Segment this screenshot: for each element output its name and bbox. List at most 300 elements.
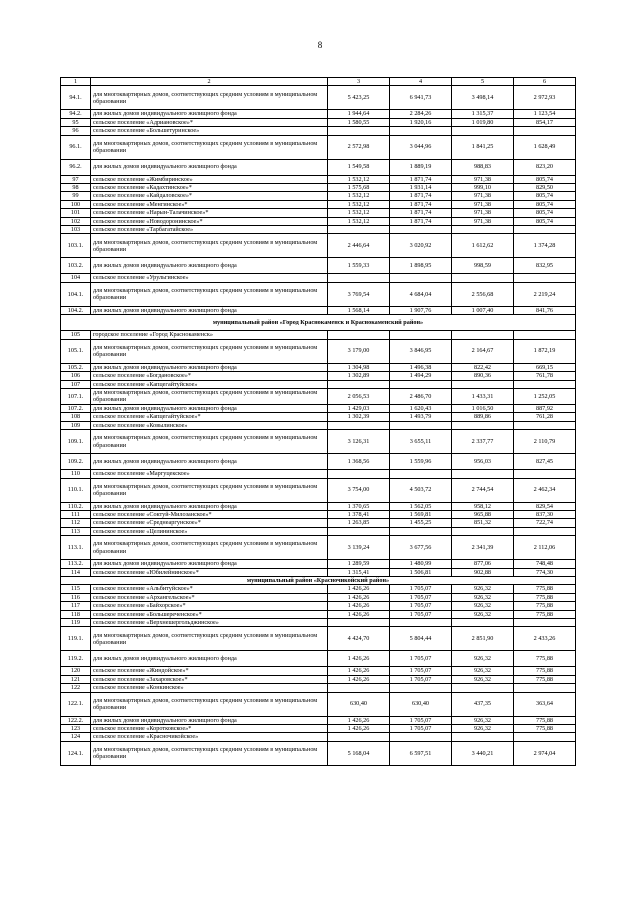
row-number: 117 bbox=[61, 602, 91, 610]
table-body bbox=[61, 78, 576, 766]
table-row bbox=[61, 716, 576, 724]
value-cell: 1 871,74 bbox=[390, 217, 452, 225]
value-cell: 669,15 bbox=[514, 363, 576, 371]
value-cell: 1 123,54 bbox=[514, 110, 576, 118]
row-description: для жилых домов индивидуального жилищного фонда bbox=[91, 716, 328, 724]
value-cell bbox=[452, 684, 514, 692]
row-description: сельское поселение «Жиндойское»* bbox=[91, 667, 328, 675]
row-description: сельское поселение «Юбилейнинское»* bbox=[91, 568, 328, 576]
value-cell: 829,50 bbox=[514, 184, 576, 192]
row-description: для многоквартирных домов, соответствующих средним условиям в муниципальном образовании bbox=[91, 430, 328, 454]
table-row bbox=[61, 470, 576, 478]
row-number: 110 bbox=[61, 470, 91, 478]
value-cell bbox=[328, 226, 390, 234]
value-cell: 1 302,39 bbox=[328, 413, 390, 421]
value-cell: 5 423,25 bbox=[328, 86, 390, 110]
value-cell: 805,74 bbox=[514, 200, 576, 208]
value-cell bbox=[328, 470, 390, 478]
row-description: для многоквартирных домов, соответствующих средним условиям в муниципальном образовании bbox=[91, 536, 328, 560]
value-cell: 5 168,04 bbox=[328, 741, 390, 765]
value-cell: 2 056,53 bbox=[328, 388, 390, 404]
value-cell: 971,38 bbox=[452, 217, 514, 225]
row-number: 121 bbox=[61, 675, 91, 683]
value-cell bbox=[514, 527, 576, 535]
value-cell: 1 705,07 bbox=[390, 716, 452, 724]
value-cell: 837,30 bbox=[514, 510, 576, 518]
value-cell: 1 532,12 bbox=[328, 192, 390, 200]
value-cell bbox=[390, 527, 452, 535]
value-cell: 6 941,73 bbox=[390, 86, 452, 110]
row-number: 96 bbox=[61, 127, 91, 135]
row-description: для многоквартирных домов, соответствующих средним условиям в муниципальном образовании bbox=[91, 692, 328, 716]
header-cell-2: 2 bbox=[91, 78, 328, 86]
value-cell: 748,48 bbox=[514, 560, 576, 568]
row-description: сельское поселение «Богдановское»* bbox=[91, 372, 328, 380]
value-cell bbox=[452, 619, 514, 627]
value-cell: 854,17 bbox=[514, 118, 576, 126]
value-cell: 1 944,64 bbox=[328, 110, 390, 118]
value-cell: 926,32 bbox=[452, 675, 514, 683]
value-cell: 2 164,67 bbox=[452, 339, 514, 363]
value-cell bbox=[452, 226, 514, 234]
table-row bbox=[61, 86, 576, 110]
value-cell bbox=[452, 331, 514, 339]
row-number: 98 bbox=[61, 184, 91, 192]
value-cell: 1 426,26 bbox=[328, 651, 390, 667]
row-number: 106 bbox=[61, 372, 91, 380]
table-row bbox=[61, 331, 576, 339]
value-cell: 1 263,85 bbox=[328, 519, 390, 527]
value-cell: 1 889,19 bbox=[390, 159, 452, 175]
table-row bbox=[61, 258, 576, 274]
row-description: сельское поселение «Захаровское»* bbox=[91, 675, 328, 683]
value-cell bbox=[514, 470, 576, 478]
value-cell: 2 446,64 bbox=[328, 234, 390, 258]
row-description: сельское поселение «Маргуцекское» bbox=[91, 470, 328, 478]
value-cell: 775,88 bbox=[514, 610, 576, 618]
value-cell: 1 612,62 bbox=[452, 234, 514, 258]
value-cell: 1 426,26 bbox=[328, 602, 390, 610]
value-cell bbox=[328, 684, 390, 692]
row-number: 124 bbox=[61, 733, 91, 741]
table-row bbox=[61, 602, 576, 610]
value-cell: 3 020,92 bbox=[390, 234, 452, 258]
row-number: 99 bbox=[61, 192, 91, 200]
value-cell: 1 871,74 bbox=[390, 175, 452, 183]
value-cell: 805,74 bbox=[514, 192, 576, 200]
value-cell bbox=[328, 274, 390, 282]
value-cell: 2 219,24 bbox=[514, 282, 576, 306]
table-row bbox=[61, 380, 576, 388]
table-row bbox=[61, 502, 576, 510]
row-number: 124.1. bbox=[61, 741, 91, 765]
row-number: 104.1. bbox=[61, 282, 91, 306]
table-row bbox=[61, 593, 576, 601]
row-description: для многоквартирных домов, соответствующих средним условиям в муниципальном образовании bbox=[91, 339, 328, 363]
value-cell: 3 044,96 bbox=[390, 135, 452, 159]
value-cell bbox=[452, 127, 514, 135]
row-number: 122.1. bbox=[61, 692, 91, 716]
table-row bbox=[61, 413, 576, 421]
value-cell: 971,38 bbox=[452, 175, 514, 183]
table-row bbox=[61, 306, 576, 314]
row-description: сельское поселение «Соктуй-Милозанское»* bbox=[91, 510, 328, 518]
table-row bbox=[61, 527, 576, 535]
value-cell: 2 112,06 bbox=[514, 536, 576, 560]
table-row bbox=[61, 510, 576, 518]
value-cell: 1 289,59 bbox=[328, 560, 390, 568]
value-cell bbox=[328, 421, 390, 429]
value-cell: 1 378,41 bbox=[328, 510, 390, 518]
value-cell bbox=[514, 619, 576, 627]
value-cell: 3 769,54 bbox=[328, 282, 390, 306]
value-cell: 1 705,07 bbox=[390, 651, 452, 667]
row-description: сельское поселение «Новодоронинское»* bbox=[91, 217, 328, 225]
value-cell: 805,74 bbox=[514, 209, 576, 217]
value-cell: 775,88 bbox=[514, 725, 576, 733]
value-cell bbox=[514, 380, 576, 388]
page-number: 8 bbox=[317, 40, 323, 50]
table-row bbox=[61, 282, 576, 306]
value-cell: 1 628,49 bbox=[514, 135, 576, 159]
value-cell: 1 426,26 bbox=[328, 610, 390, 618]
value-cell bbox=[328, 380, 390, 388]
table-row bbox=[61, 610, 576, 618]
table-row bbox=[61, 363, 576, 371]
row-description: для многоквартирных домов, соответствующих средним условиям в муниципальном образовании bbox=[91, 282, 328, 306]
row-number: 119 bbox=[61, 619, 91, 627]
value-cell bbox=[390, 331, 452, 339]
value-cell: 2 744,54 bbox=[452, 478, 514, 502]
row-number: 104 bbox=[61, 274, 91, 282]
table-row bbox=[61, 692, 576, 716]
value-cell: 2 972,93 bbox=[514, 86, 576, 110]
row-description: сельское поселение «Кайдаловское»* bbox=[91, 192, 328, 200]
value-cell: 775,88 bbox=[514, 585, 576, 593]
value-cell bbox=[514, 733, 576, 741]
value-cell: 4 424,70 bbox=[328, 627, 390, 651]
row-number: 105.2. bbox=[61, 363, 91, 371]
value-cell: 1 575,68 bbox=[328, 184, 390, 192]
value-cell bbox=[390, 380, 452, 388]
table-row bbox=[61, 110, 576, 118]
value-cell: 1 496,38 bbox=[390, 363, 452, 371]
value-cell: 1 494,29 bbox=[390, 372, 452, 380]
value-cell: 829,54 bbox=[514, 502, 576, 510]
value-cell: 805,74 bbox=[514, 217, 576, 225]
value-cell: 926,32 bbox=[452, 610, 514, 618]
value-cell: 1 705,07 bbox=[390, 585, 452, 593]
value-cell: 3 139,24 bbox=[328, 536, 390, 560]
value-cell: 1 705,07 bbox=[390, 667, 452, 675]
value-cell bbox=[452, 274, 514, 282]
row-number: 100 bbox=[61, 200, 91, 208]
table-row bbox=[61, 200, 576, 208]
value-cell: 965,88 bbox=[452, 510, 514, 518]
row-number: 102 bbox=[61, 217, 91, 225]
value-cell: 3 655,11 bbox=[390, 430, 452, 454]
row-description: сельское поселение «Кадахтинское»* bbox=[91, 184, 328, 192]
value-cell: 1 549,58 bbox=[328, 159, 390, 175]
value-cell: 1 580,55 bbox=[328, 118, 390, 126]
row-description: сельское поселение «Менгинское»* bbox=[91, 200, 328, 208]
value-cell: 6 597,51 bbox=[390, 741, 452, 765]
row-description: сельское поселение «Капцегайтуйское» bbox=[91, 380, 328, 388]
table-row bbox=[61, 454, 576, 470]
value-cell: 926,32 bbox=[452, 651, 514, 667]
section-row bbox=[61, 315, 576, 331]
value-cell bbox=[452, 527, 514, 535]
value-cell bbox=[514, 226, 576, 234]
value-cell: 1 304,98 bbox=[328, 363, 390, 371]
value-cell bbox=[390, 619, 452, 627]
value-cell: 805,74 bbox=[514, 175, 576, 183]
row-description: сельское поселение «Ковылинское» bbox=[91, 421, 328, 429]
value-cell bbox=[328, 331, 390, 339]
table-row bbox=[61, 175, 576, 183]
row-number: 96.2. bbox=[61, 159, 91, 175]
value-cell: 3 498,14 bbox=[452, 86, 514, 110]
row-description: сельское поселение «Целининское» bbox=[91, 527, 328, 535]
row-number: 113.1. bbox=[61, 536, 91, 560]
value-cell: 1 620,43 bbox=[390, 404, 452, 412]
value-cell bbox=[390, 127, 452, 135]
table-row bbox=[61, 217, 576, 225]
value-cell bbox=[328, 619, 390, 627]
value-cell bbox=[390, 421, 452, 429]
value-cell: 926,32 bbox=[452, 725, 514, 733]
value-cell: 890,36 bbox=[452, 372, 514, 380]
row-number: 101 bbox=[61, 209, 91, 217]
row-description: сельское поселение «Капцегайтуйское»* bbox=[91, 413, 328, 421]
table-row bbox=[61, 127, 576, 135]
value-cell: 774,30 bbox=[514, 568, 576, 576]
row-number: 114 bbox=[61, 568, 91, 576]
table-row bbox=[61, 568, 576, 576]
value-cell: 841,76 bbox=[514, 306, 576, 314]
value-cell: 1 931,14 bbox=[390, 184, 452, 192]
value-cell: 1 871,74 bbox=[390, 209, 452, 217]
row-number: 120 bbox=[61, 667, 91, 675]
value-cell: 1 532,12 bbox=[328, 200, 390, 208]
value-cell bbox=[514, 331, 576, 339]
value-cell: 1 429,03 bbox=[328, 404, 390, 412]
value-cell: 1 532,12 bbox=[328, 209, 390, 217]
value-cell: 1 368,56 bbox=[328, 454, 390, 470]
row-number: 109.1. bbox=[61, 430, 91, 454]
row-description: для жилых домов индивидуального жилищного фонда bbox=[91, 560, 328, 568]
value-cell: 1 252,05 bbox=[514, 388, 576, 404]
table-row bbox=[61, 619, 576, 627]
value-cell bbox=[390, 226, 452, 234]
value-cell: 902,88 bbox=[452, 568, 514, 576]
value-cell bbox=[514, 274, 576, 282]
row-description: сельское поселение «Байхорское»* bbox=[91, 602, 328, 610]
table-row bbox=[61, 372, 576, 380]
row-description: для многоквартирных домов, соответствующих средним условиям в муниципальном образовании bbox=[91, 135, 328, 159]
value-cell: 1 374,28 bbox=[514, 234, 576, 258]
value-cell: 1 705,07 bbox=[390, 675, 452, 683]
value-cell: 3 677,56 bbox=[390, 536, 452, 560]
value-cell: 775,88 bbox=[514, 602, 576, 610]
row-description: сельское поселение «Нарын-Талачинское»* bbox=[91, 209, 328, 217]
row-description: для многоквартирных домов, соответствующих средним условиям в муниципальном образовании bbox=[91, 741, 328, 765]
row-description: городское поселение «Город Краснокаменск» bbox=[91, 331, 328, 339]
value-cell: 926,32 bbox=[452, 716, 514, 724]
row-number: 110.2. bbox=[61, 502, 91, 510]
row-number: 110.1. bbox=[61, 478, 91, 502]
table-row bbox=[61, 478, 576, 502]
value-cell: 1 841,25 bbox=[452, 135, 514, 159]
table-row bbox=[61, 184, 576, 192]
value-cell: 2 337,77 bbox=[452, 430, 514, 454]
value-cell: 761,78 bbox=[514, 372, 576, 380]
row-number: 112 bbox=[61, 519, 91, 527]
value-cell: 1 569,81 bbox=[390, 510, 452, 518]
table-row bbox=[61, 226, 576, 234]
value-cell: 3 754,00 bbox=[328, 478, 390, 502]
value-cell: 2 462,34 bbox=[514, 478, 576, 502]
row-number: 96.1. bbox=[61, 135, 91, 159]
table-row bbox=[61, 560, 576, 568]
value-cell: 827,45 bbox=[514, 454, 576, 470]
value-cell: 775,88 bbox=[514, 716, 576, 724]
table-row bbox=[61, 675, 576, 683]
value-cell bbox=[328, 127, 390, 135]
row-description: сельское поселение «Тарбагатайское» bbox=[91, 226, 328, 234]
header-row bbox=[61, 78, 576, 86]
row-number: 119.1. bbox=[61, 627, 91, 651]
table-row bbox=[61, 684, 576, 692]
row-description: сельское поселение «Адриановское»* bbox=[91, 118, 328, 126]
row-description: сельское поселение «Верхнешергольджинское» bbox=[91, 619, 328, 627]
row-number: 122 bbox=[61, 684, 91, 692]
value-cell: 775,88 bbox=[514, 675, 576, 683]
value-cell: 958,12 bbox=[452, 502, 514, 510]
value-cell: 2 110,79 bbox=[514, 430, 576, 454]
row-number: 107.1. bbox=[61, 388, 91, 404]
row-number: 95 bbox=[61, 118, 91, 126]
table-row bbox=[61, 388, 576, 404]
header-cell-5: 5 bbox=[452, 78, 514, 86]
value-cell: 1 016,50 bbox=[452, 404, 514, 412]
row-description: для жилых домов индивидуального жилищного фонда bbox=[91, 306, 328, 314]
value-cell: 1 426,26 bbox=[328, 716, 390, 724]
value-cell: 1 907,76 bbox=[390, 306, 452, 314]
value-cell: 971,38 bbox=[452, 209, 514, 217]
section-row bbox=[61, 576, 576, 584]
row-number: 107 bbox=[61, 380, 91, 388]
row-number: 103.2. bbox=[61, 258, 91, 274]
row-description: для жилых домов индивидуального жилищного фонда bbox=[91, 454, 328, 470]
row-number: 122.2. bbox=[61, 716, 91, 724]
value-cell: 775,88 bbox=[514, 651, 576, 667]
row-description: для жилых домов индивидуального жилищного фонда bbox=[91, 159, 328, 175]
value-cell: 832,95 bbox=[514, 258, 576, 274]
value-cell: 1 532,12 bbox=[328, 217, 390, 225]
row-description: сельское поселение «Среднеаргунское»* bbox=[91, 519, 328, 527]
row-number: 118 bbox=[61, 610, 91, 618]
row-number: 115 bbox=[61, 585, 91, 593]
row-description: сельское поселение «Большереченское»* bbox=[91, 610, 328, 618]
row-number: 113 bbox=[61, 527, 91, 535]
row-number: 123 bbox=[61, 725, 91, 733]
value-cell: 761,28 bbox=[514, 413, 576, 421]
row-description: для многоквартирных домов, соответствующих средним условиям в муниципальном образовании bbox=[91, 627, 328, 651]
value-cell: 889,86 bbox=[452, 413, 514, 421]
row-description: сельское поселение «Урульгинское» bbox=[91, 274, 328, 282]
value-cell: 3 440,21 bbox=[452, 741, 514, 765]
value-cell bbox=[390, 733, 452, 741]
value-cell bbox=[514, 421, 576, 429]
table-row bbox=[61, 404, 576, 412]
value-cell bbox=[328, 733, 390, 741]
value-cell: 1 898,95 bbox=[390, 258, 452, 274]
row-description: для жилых домов индивидуального жилищного фонда bbox=[91, 651, 328, 667]
value-cell: 1 315,37 bbox=[452, 110, 514, 118]
row-description: для жилых домов индивидуального жилищного фонда bbox=[91, 502, 328, 510]
section-title: муниципальный район «Город Краснокаменск и Краснокаменский район» bbox=[61, 315, 576, 331]
table-row bbox=[61, 339, 576, 363]
value-cell: 1 506,81 bbox=[390, 568, 452, 576]
row-number: 105.1. bbox=[61, 339, 91, 363]
table-row bbox=[61, 725, 576, 733]
value-cell: 1 426,26 bbox=[328, 593, 390, 601]
row-number: 116 bbox=[61, 593, 91, 601]
value-cell: 1 920,16 bbox=[390, 118, 452, 126]
row-number: 105 bbox=[61, 331, 91, 339]
value-cell: 926,32 bbox=[452, 602, 514, 610]
row-description: для жилых домов индивидуального жилищного фонда bbox=[91, 363, 328, 371]
value-cell: 1 871,74 bbox=[390, 200, 452, 208]
value-cell: 775,88 bbox=[514, 593, 576, 601]
value-cell: 887,92 bbox=[514, 404, 576, 412]
header-cell-1: 1 bbox=[61, 78, 91, 86]
table-row bbox=[61, 651, 576, 667]
value-cell: 2 556,68 bbox=[452, 282, 514, 306]
value-cell: 971,38 bbox=[452, 200, 514, 208]
value-cell: 971,38 bbox=[452, 192, 514, 200]
value-cell: 3 846,95 bbox=[390, 339, 452, 363]
value-cell bbox=[390, 274, 452, 282]
table-row bbox=[61, 135, 576, 159]
table-row bbox=[61, 536, 576, 560]
row-description: для многоквартирных домов, соответствующих средним условиям в муниципальном образовании bbox=[91, 478, 328, 502]
value-cell: 1 019,80 bbox=[452, 118, 514, 126]
row-description: сельское поселение «Большетуринское» bbox=[91, 127, 328, 135]
row-number: 109 bbox=[61, 421, 91, 429]
table-row bbox=[61, 733, 576, 741]
row-number: 97 bbox=[61, 175, 91, 183]
value-cell: 1 007,40 bbox=[452, 306, 514, 314]
table-row bbox=[61, 192, 576, 200]
value-cell: 4 684,04 bbox=[390, 282, 452, 306]
value-cell: 1 872,19 bbox=[514, 339, 576, 363]
row-description: сельское поселение «Жимбиринское» bbox=[91, 175, 328, 183]
value-cell: 956,03 bbox=[452, 454, 514, 470]
table-row bbox=[61, 741, 576, 765]
row-description: для многоквартирных домов, соответствующих средним условиям в муниципальном образовании bbox=[91, 86, 328, 110]
row-description: сельское поселение «Коротковское»* bbox=[91, 725, 328, 733]
value-cell: 1 455,25 bbox=[390, 519, 452, 527]
value-cell: 988,83 bbox=[452, 159, 514, 175]
value-cell: 2 486,70 bbox=[390, 388, 452, 404]
value-cell bbox=[452, 421, 514, 429]
row-description: для многоквартирных домов, соответствующих средним условиям в муниципальном образовании bbox=[91, 234, 328, 258]
header-cell-3: 3 bbox=[328, 78, 390, 86]
value-cell: 1 315,41 bbox=[328, 568, 390, 576]
row-number: 119.2. bbox=[61, 651, 91, 667]
